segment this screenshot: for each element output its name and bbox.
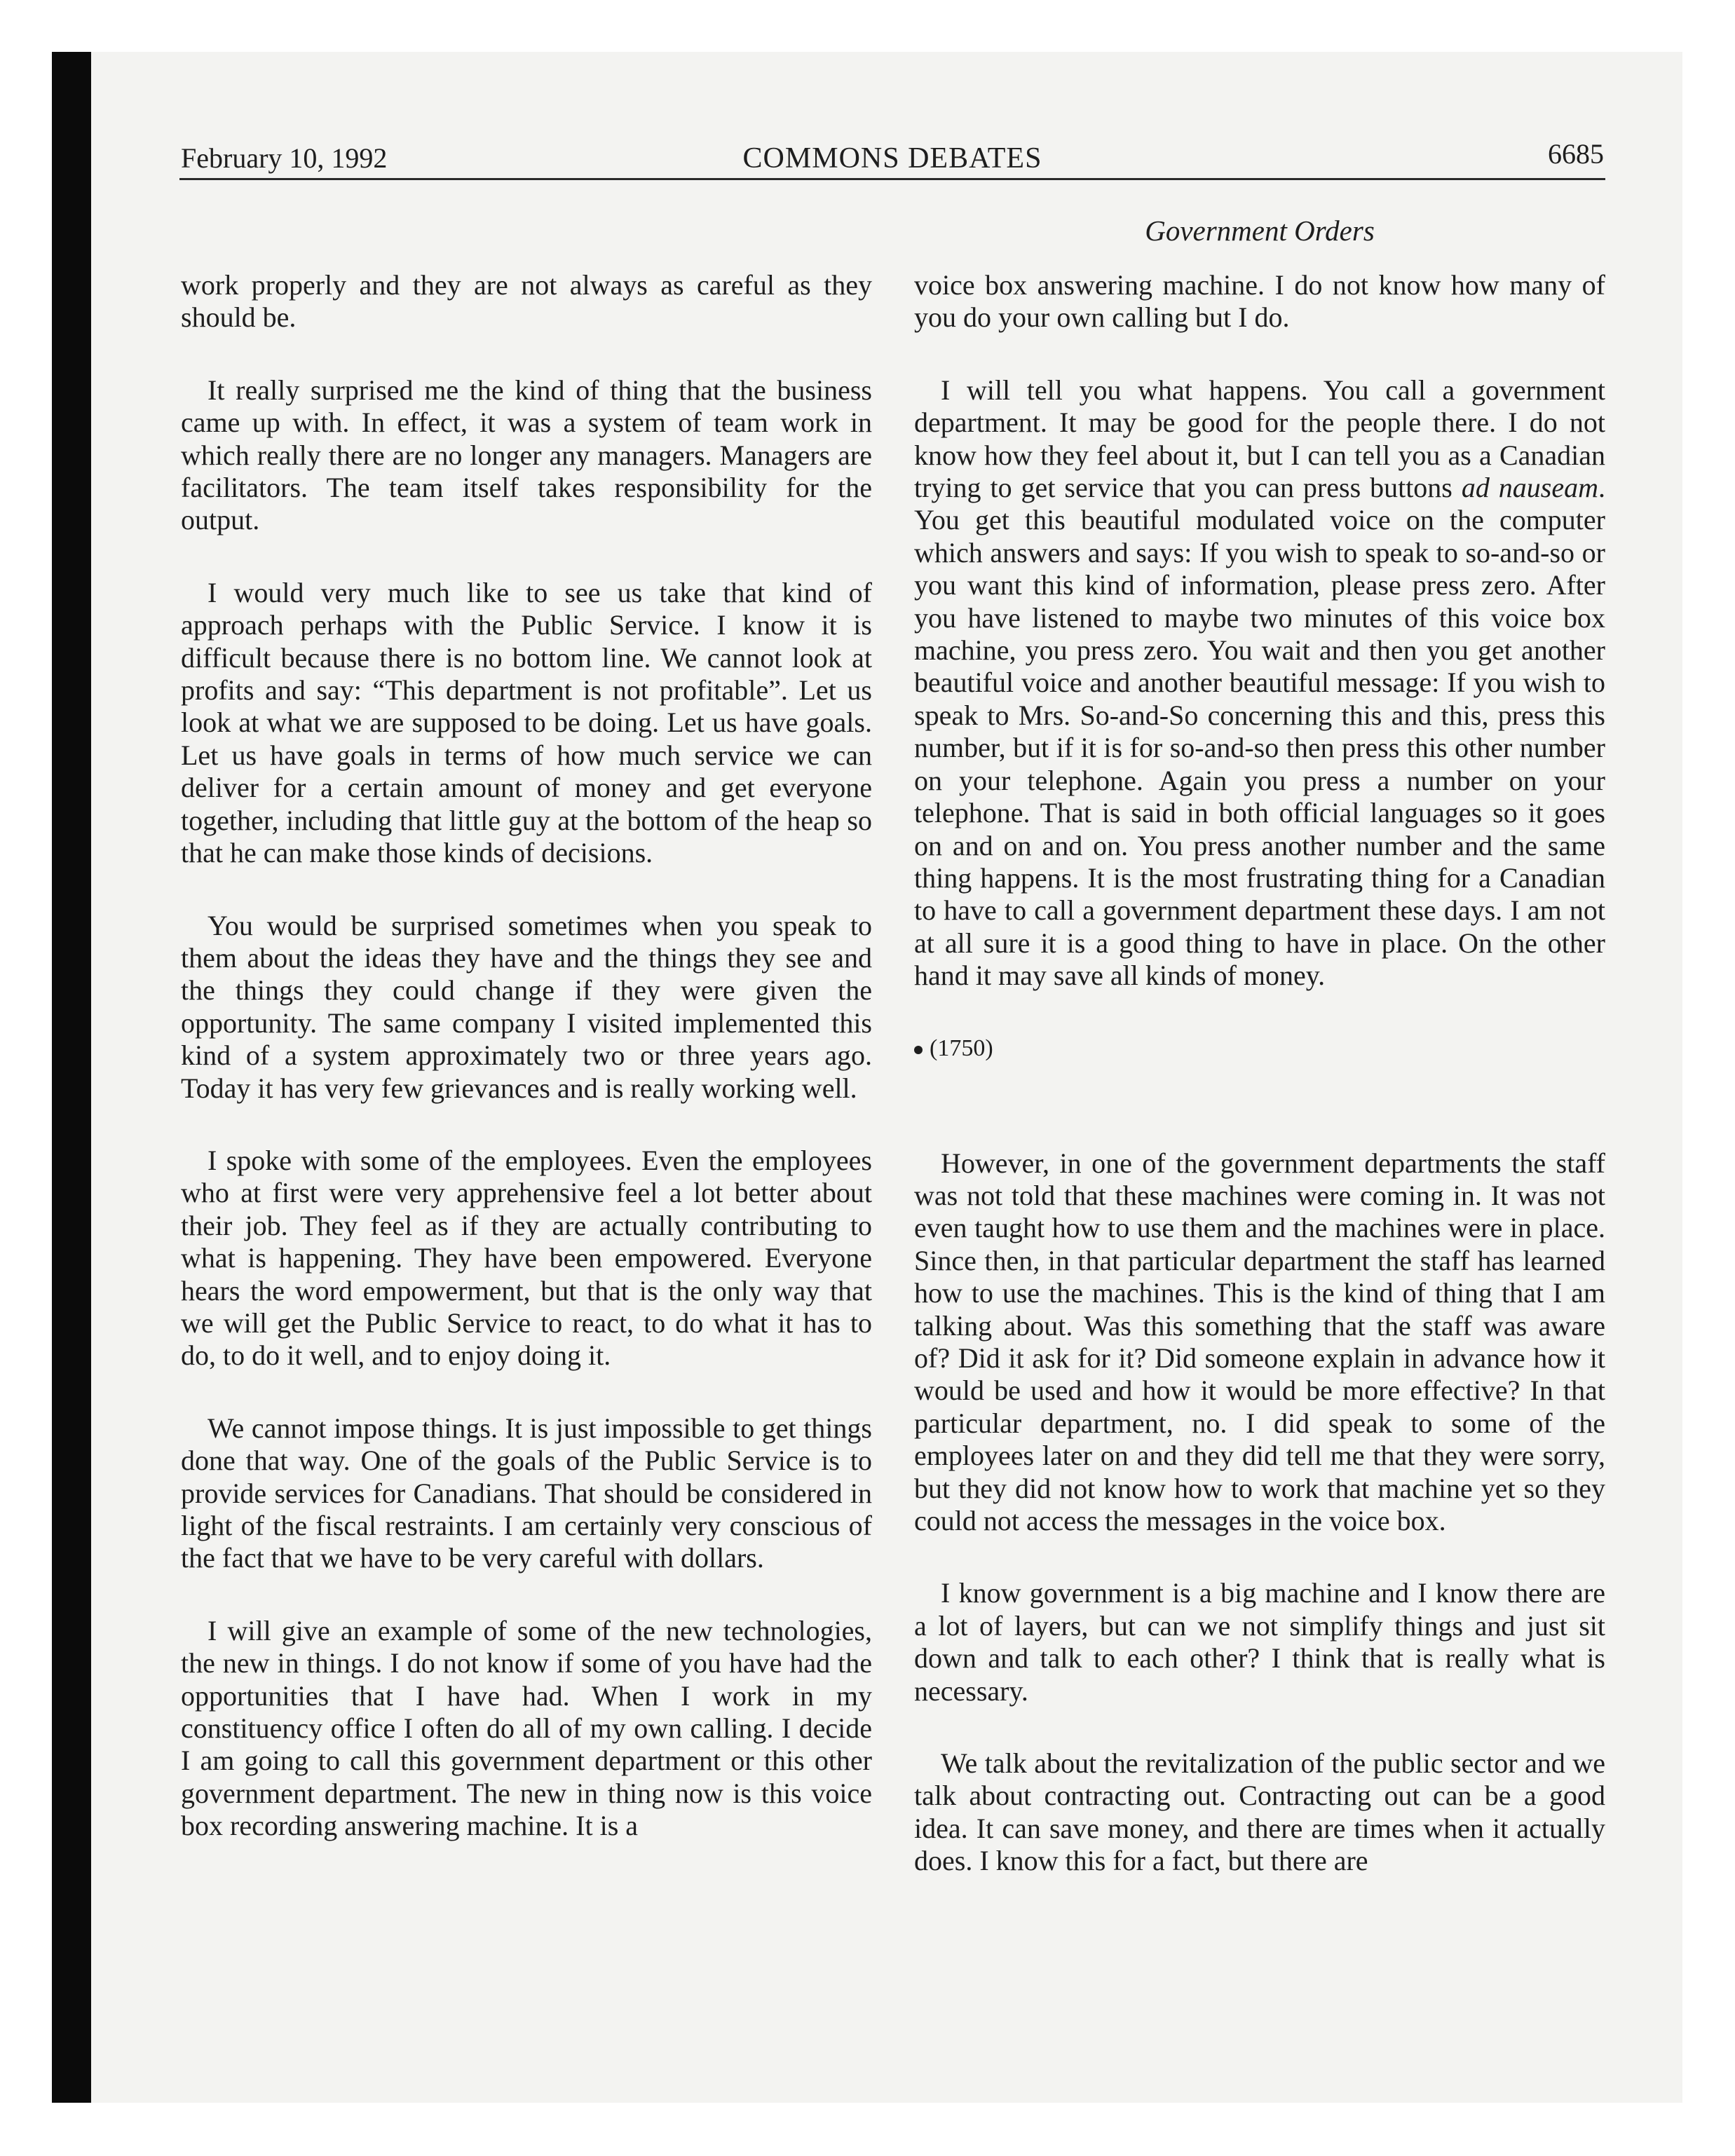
paragraph: We talk about the revitalization of the public sector and we talk about contracting out. Contracting out can be a good idea. It can save money, and there are times when it actually does. I know this for a fact, but there are bbox=[914, 1747, 1605, 1877]
page-number: 6685 bbox=[1548, 138, 1604, 170]
paragraph-text: . You get this beautiful modulated voice on the computer which answers and says: If you wish to speak to so-and-so or you want this kind of information, please press zero. After you have listened to maybe two minutes of this voice box machine, you press zero. You wait and then you get another beautiful voice and another beautiful message: If you wish to speak to Mrs. So-and-So concerning this and this, press this number, but if it is for so-and-so then press this other number on your telephone. Again you press a number on your telephone. That is said in both official languages so it goes on and on and on. You press another number and the same thing happens. It is the most frustrating thing for a Canadian to have to call a government department these days. I am not at all sure it is a good thing to have in place. On the other hand it may save all kinds of money. bbox=[914, 472, 1605, 992]
binding-edge bbox=[52, 52, 91, 2103]
paragraph-text: I will tell you what happens. You call a government department. It may be good for the people there. I do not know how they feel about it, but I can tell you as a Canadian trying to get service that you can press buttons bbox=[914, 374, 1605, 504]
page-header bbox=[181, 137, 1604, 179]
time-marker-text: (1750) bbox=[930, 1035, 993, 1061]
paragraph: I spoke with some of the employees. Even the employees who at first were very apprehensive feel a lot better about their job. They feel as if they are actually contributing to what is happening. They have been empowered. Everyone hears the word empowerment, but that is the only way that we will get the Public Service to react, to do what it has to do, to do it well, and to enjoy doing it. bbox=[181, 1144, 872, 1372]
paragraph bbox=[914, 374, 1605, 992]
section-heading: Government Orders bbox=[1145, 214, 1375, 247]
header-date: February 10, 1992 bbox=[181, 142, 388, 174]
right-column bbox=[914, 269, 1605, 1918]
paragraph: We cannot impose things. It is just impossible to get things done that way. One of the goals of the Public Service is to provide services for Canadians. That should be considered in light of the fiscal restraints. I am certainly very conscious of the fact that we have to be very careful with dollars. bbox=[181, 1412, 872, 1574]
time-marker bbox=[914, 1032, 1605, 1065]
paragraph: voice box answering machine. I do not know how many of you do your own calling but I do. bbox=[914, 269, 1605, 334]
paragraph: I know government is a big machine and I know there are a lot of layers, but can we not simplify things and just sit down and talk to each other? I think that is really what is necessary. bbox=[914, 1577, 1605, 1707]
bullet-icon bbox=[914, 1046, 923, 1054]
publication-title: COMMONS DEBATES bbox=[742, 142, 1042, 175]
paragraph: It really surprised me the kind of thing that the business came up with. In effect, it was a system of team work in which really there are no longer any managers. Managers are facilitators. The team itself takes responsibility for the output. bbox=[181, 374, 872, 536]
italic-phrase: ad nauseam bbox=[1461, 472, 1598, 504]
paragraph: I would very much like to see us take that kind of approach perhaps with the Public Service. I know it is difficult because there is no bottom line. We cannot look at profits and say: “This department is not profitable”. Let us look at what we are supposed to be doing. Let us have goals. Let us have goals in terms of how much service we can deliver for a certain amount of money and get everyone together, including that little guy at the bottom of the heap so that he can make those kinds of decisions. bbox=[181, 576, 872, 869]
paragraph: work properly and they are not always as careful as they should be. bbox=[181, 269, 872, 334]
paragraph: You would be surprised sometimes when you speak to them about the ideas they have and the things they see and the things they could change if they were given the opportunity. The same company I visited implemented this kind of a system approximately two or three years ago. Today it has very few grievances and is really working well. bbox=[181, 909, 872, 1104]
left-column bbox=[181, 269, 872, 1883]
header-rule bbox=[179, 178, 1605, 180]
paragraph: I will give an example of some of the new technologies, the new in things. I do not know if some of you have had the opportunities that I have had. When I work in my constituency office I often do all of my own calling. I decide I am going to call this government department or this other government department. The new in thing now is this voice box recording answering machine. It is a bbox=[181, 1614, 872, 1842]
paragraph: However, in one of the government departments the staff was not told that these machines were coming in. It was not even taught how to use them and the machines were in place. Since then, in that particular department the staff has learned how to use the machines. This is the kind of thing that I am talking about. Was this something that the staff was aware of? Did it ask for it? Did someone explain in advance how it would be used and how it would be more effective? In that particular department, no. I did speak to some of the employees later on and they did tell me that they were sorry, but they did not know how to work that machine yet so they could not access the messages in the voice box. bbox=[914, 1147, 1605, 1536]
